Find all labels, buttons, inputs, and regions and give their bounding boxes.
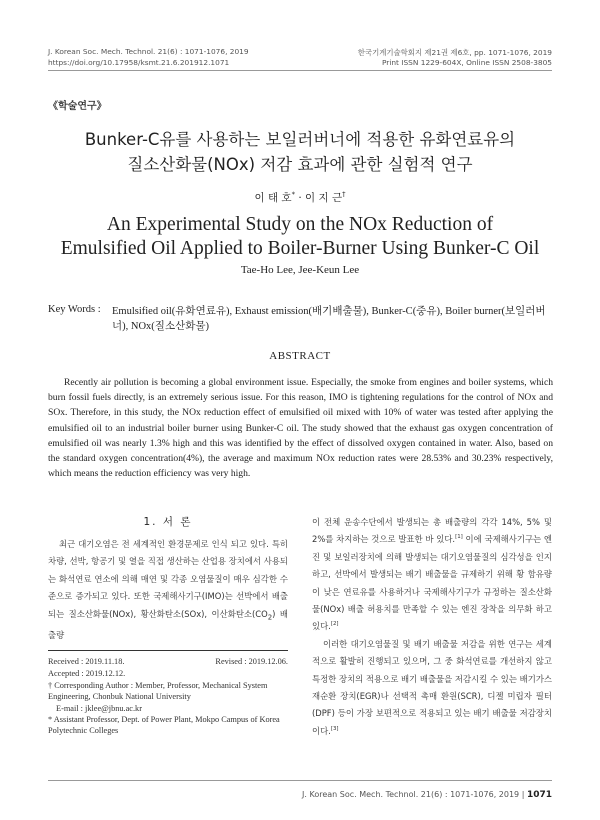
abstract-heading: ABSTRACT <box>269 350 331 362</box>
keywords-text: Emulsified oil(유화연료유), Exhaust emission(배기배출물), Bunker-C(중유), Boiler burner(보일러버너), NOx(질소산화물) <box>112 306 546 332</box>
header-rule <box>48 70 552 71</box>
accepted-date: Accepted : 2019.12.12. <box>48 669 126 678</box>
received-date: Received : 2019.11.18. <box>48 657 125 666</box>
footnote-rule <box>48 650 288 651</box>
english-title-line-2: Emulsified Oil Applied to Boiler-Burner Using Bunker-C Oil <box>60 238 540 259</box>
keywords-label: Key Words : <box>48 304 101 315</box>
author-2-mark: † <box>342 190 346 199</box>
reference-2[interactable]: [2] <box>330 621 339 628</box>
english-authors: Tae-Ho Lee, Jee-Keun Lee <box>240 264 360 276</box>
intro-paragraph-1-tail: ) 배출량 <box>48 608 288 640</box>
footer-rule <box>48 780 552 781</box>
intro-paragraph-1-text: 최근 대기오염은 전 세계적인 환경문제로 인식 되고 있다. 특히 차량, 선박, 항공기 및 열을 직접 생산하는 산업용 장치에서 사용되는 화석연료 연소에 의해 매연 및 각종 오염물질이 매우 심각한 수준으로 증가되고 있다. 또한 국제해사기구(IMO)는 선박에서 배출되는 질소산화물(NOx), 황산화탄소(SOx), 이산화탄소(CO <box>48 539 288 619</box>
right-column-body <box>312 514 552 740</box>
left-column-body <box>48 536 288 644</box>
author-2-ko: 이 지 근 <box>305 192 343 204</box>
right-para-2-text: 이러한 대기오염물질 및 배기 배출물 저감을 위한 연구는 세계적으로 활발히 진행되고 있으며, 그 중 화석연료를 개선하지 않고 특정한 장치의 적용으로 배기 배출물을 저감시킬 수 있는 배기가스 재순환 장치(EGR)나 선택적 촉매 환원(SCR), 디젤 미립자 필터(DPF) 등이 가장 보편적으로 적용되고 있는 배기 배출물 저감장치이다. <box>312 638 552 736</box>
korean-title-line-2: 질소산화물(NOx) 저감 효과에 관한 실험적 연구 <box>127 155 473 174</box>
author-separator: · <box>294 192 305 204</box>
korean-journal-header: 한국기계기술학회지 제21권 제6호, pp. 1071-1076, 2019 <box>357 48 552 57</box>
korean-authors <box>0 190 600 205</box>
page-number: 1071 <box>526 790 552 800</box>
corresponding-author-note: † Corresponding Author : Member, Professor, Mechanical System Engineering, Chonbuk National University <box>48 681 268 702</box>
right-para-1b-text: 이에 국제해사기구는 엔진 및 보일러장치에 의해 발생되는 대기오염물질의 심각성을 인지하고, 선박에서 발생되는 배기 배출물을 규제하기 위해 황 함유량이 낮은 연료유를 사용하거나 국제해사기구가 규정하는 질소산화물(NOx) 배출 허용치를 만족할 수 있는 엔진 장착을 의무화 하고 있다. <box>312 534 552 632</box>
footer-separator: | <box>521 790 525 799</box>
intro-paragraph-1 <box>48 536 288 644</box>
abstract-text: Recently air pollution is becoming a global environment issue. Especially, the smoke from engines and boiler systems, which burn fossil fuels directly, is an extremely serious issue. For this reason, IMO is tightening regulations for the control of NOx and SOx. Therefore, in this study, the NOx reduction effect of emulsified oil mixed with 10% of water was tested after applying the emulsified oil to an industrial boiler burner using Bunker-C oil. The study showed that the exhaust gas oxygen concentration of emulsified oil was nearly 1.3% high and this was identified by the effect of dissolved oxygen contained in water. Also, based on the standard oxygen concentration(4%), the average and maximum NOx reduction rates were 28.53% and 30.23% respectively, which means the reduction efficiency was very high. <box>48 377 553 480</box>
right-para-1-text: 이 전체 운송수단에서 발생되는 총 배출량의 각각 14%, 5% 및 2%를 차지하는 것으로 발표한 바 있다. <box>312 517 552 545</box>
article-category: 《학술연구》 <box>48 101 107 112</box>
intro-paragraph-2 <box>312 636 552 740</box>
author-1-mark: * <box>291 190 295 199</box>
footer-citation: J. Korean Soc. Mech. Technol. 21(6) : 1071-1076, 2019 <box>302 790 522 799</box>
journal-citation-header: J. Korean Soc. Mech. Technol. 21(6) : 1071-1076, 2019 <box>48 47 249 56</box>
section-heading-introduction: 1. 서 론 <box>143 516 193 528</box>
intro-paragraph-1-continued <box>312 514 552 636</box>
korean-title-line-1: Bunker-C유를 사용하는 보일러버너에 적용한 유화연료유의 <box>84 130 516 149</box>
reference-1[interactable]: [1] <box>455 534 463 541</box>
co2-subscript: 2 <box>267 613 273 622</box>
assistant-professor-note: * Assistant Professor, Dept. of Power Plant, Mokpo Campus of Korea Polytechnic Colleges <box>48 715 280 736</box>
issn-header: Print ISSN 1229-604X, Online ISSN 2508-3805 <box>381 58 552 67</box>
author-1-ko: 이 태 호 <box>254 192 292 204</box>
doi-link[interactable]: https://doi.org/10.17958/ksmt.21.6.201912.1071 <box>48 58 230 67</box>
email-note[interactable]: E-mail : jklee@jbnu.ac.kr <box>56 704 142 713</box>
revised-date: Revised : 2019.12.06. <box>215 657 288 666</box>
reference-3[interactable]: [3] <box>330 726 339 733</box>
page-footer <box>302 790 552 800</box>
english-title-line-1: An Experimental Study on the NOx Reduction of <box>106 214 494 235</box>
